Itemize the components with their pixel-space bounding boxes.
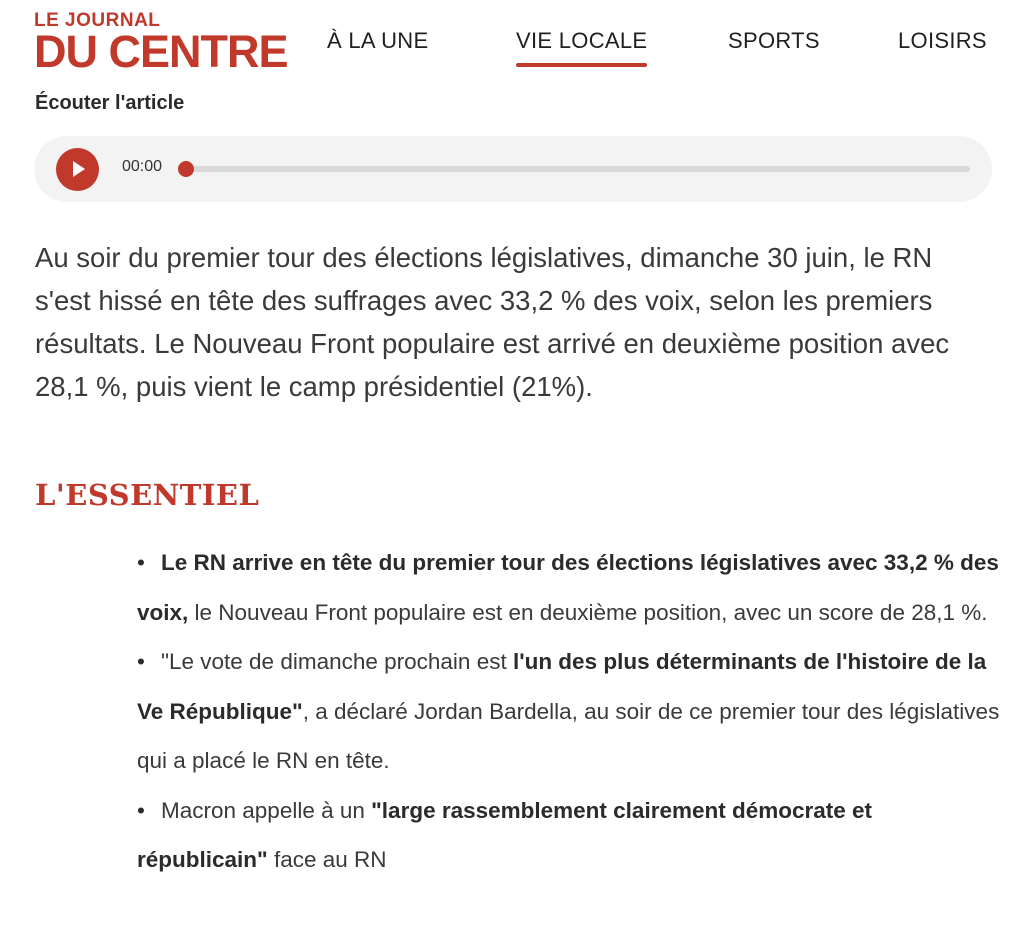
- audio-player: [34, 136, 992, 202]
- essentiel-heading: L'ESSENTIEL: [35, 478, 260, 512]
- bullet-bold-text: Le RN arrive en tête du premier tour des élections législatives avec 33,2 % des voix,: [137, 550, 999, 625]
- play-icon[interactable]: [56, 148, 99, 191]
- bullet-text: , a déclaré Jordan Bardella, au soir de ce premier tour des législatives qui a placé le RN en tête.: [137, 698, 1000, 773]
- bullet-bold-text: "large rassemblement clairement démocrate et républicain": [137, 797, 873, 872]
- nav-item-a-la-une[interactable]: À LA UNE: [327, 28, 429, 53]
- audio-current-time: 00:00: [122, 158, 163, 175]
- nav-item-vie-locale[interactable]: [516, 28, 647, 54]
- nav-item-sports[interactable]: SPORTS: [728, 28, 820, 53]
- list-item: [137, 637, 1007, 786]
- logo-main-text: DU CENTRE: [34, 26, 288, 77]
- audio-progress-handle[interactable]: [178, 161, 194, 177]
- list-item: [137, 786, 1007, 885]
- site-header: [0, 0, 1024, 88]
- nav-item-label: VIE LOCALE: [516, 28, 648, 53]
- audio-progress-track[interactable]: [182, 166, 970, 172]
- bullet-text: le Nouveau Front populaire est en deuxième position, avec un score de 28,1 %.: [188, 599, 988, 625]
- main-nav: [0, 26, 1024, 77]
- bullet-bold-text: l'un des plus déterminants de l'histoire de la Ve République": [137, 649, 987, 724]
- list-item: [137, 538, 1007, 637]
- nav-item-loisirs[interactable]: LOISIRS: [898, 28, 987, 53]
- logo-top-text: LE JOURNAL: [34, 10, 161, 31]
- bullet-pre-text: Macron appelle à un: [161, 797, 372, 823]
- article-intro: Au soir du premier tour des élections législatives, dimanche 30 juin, le RN s'est hissé en tête des suffrages avec 33,2 % des voix, selon les premiers résultats. Le Nouveau Front populaire est arrivé en deuxième position avec 28,1 %, puis vient le camp présidentiel (21%).: [35, 242, 950, 402]
- essentiel-list: [137, 538, 1007, 885]
- active-nav-indicator: [516, 63, 647, 67]
- bullet-pre-text: "Le vote de dimanche prochain est: [161, 649, 513, 674]
- bullet-text: face au RN: [267, 847, 387, 872]
- listen-article-label: Écouter l'article: [35, 92, 185, 114]
